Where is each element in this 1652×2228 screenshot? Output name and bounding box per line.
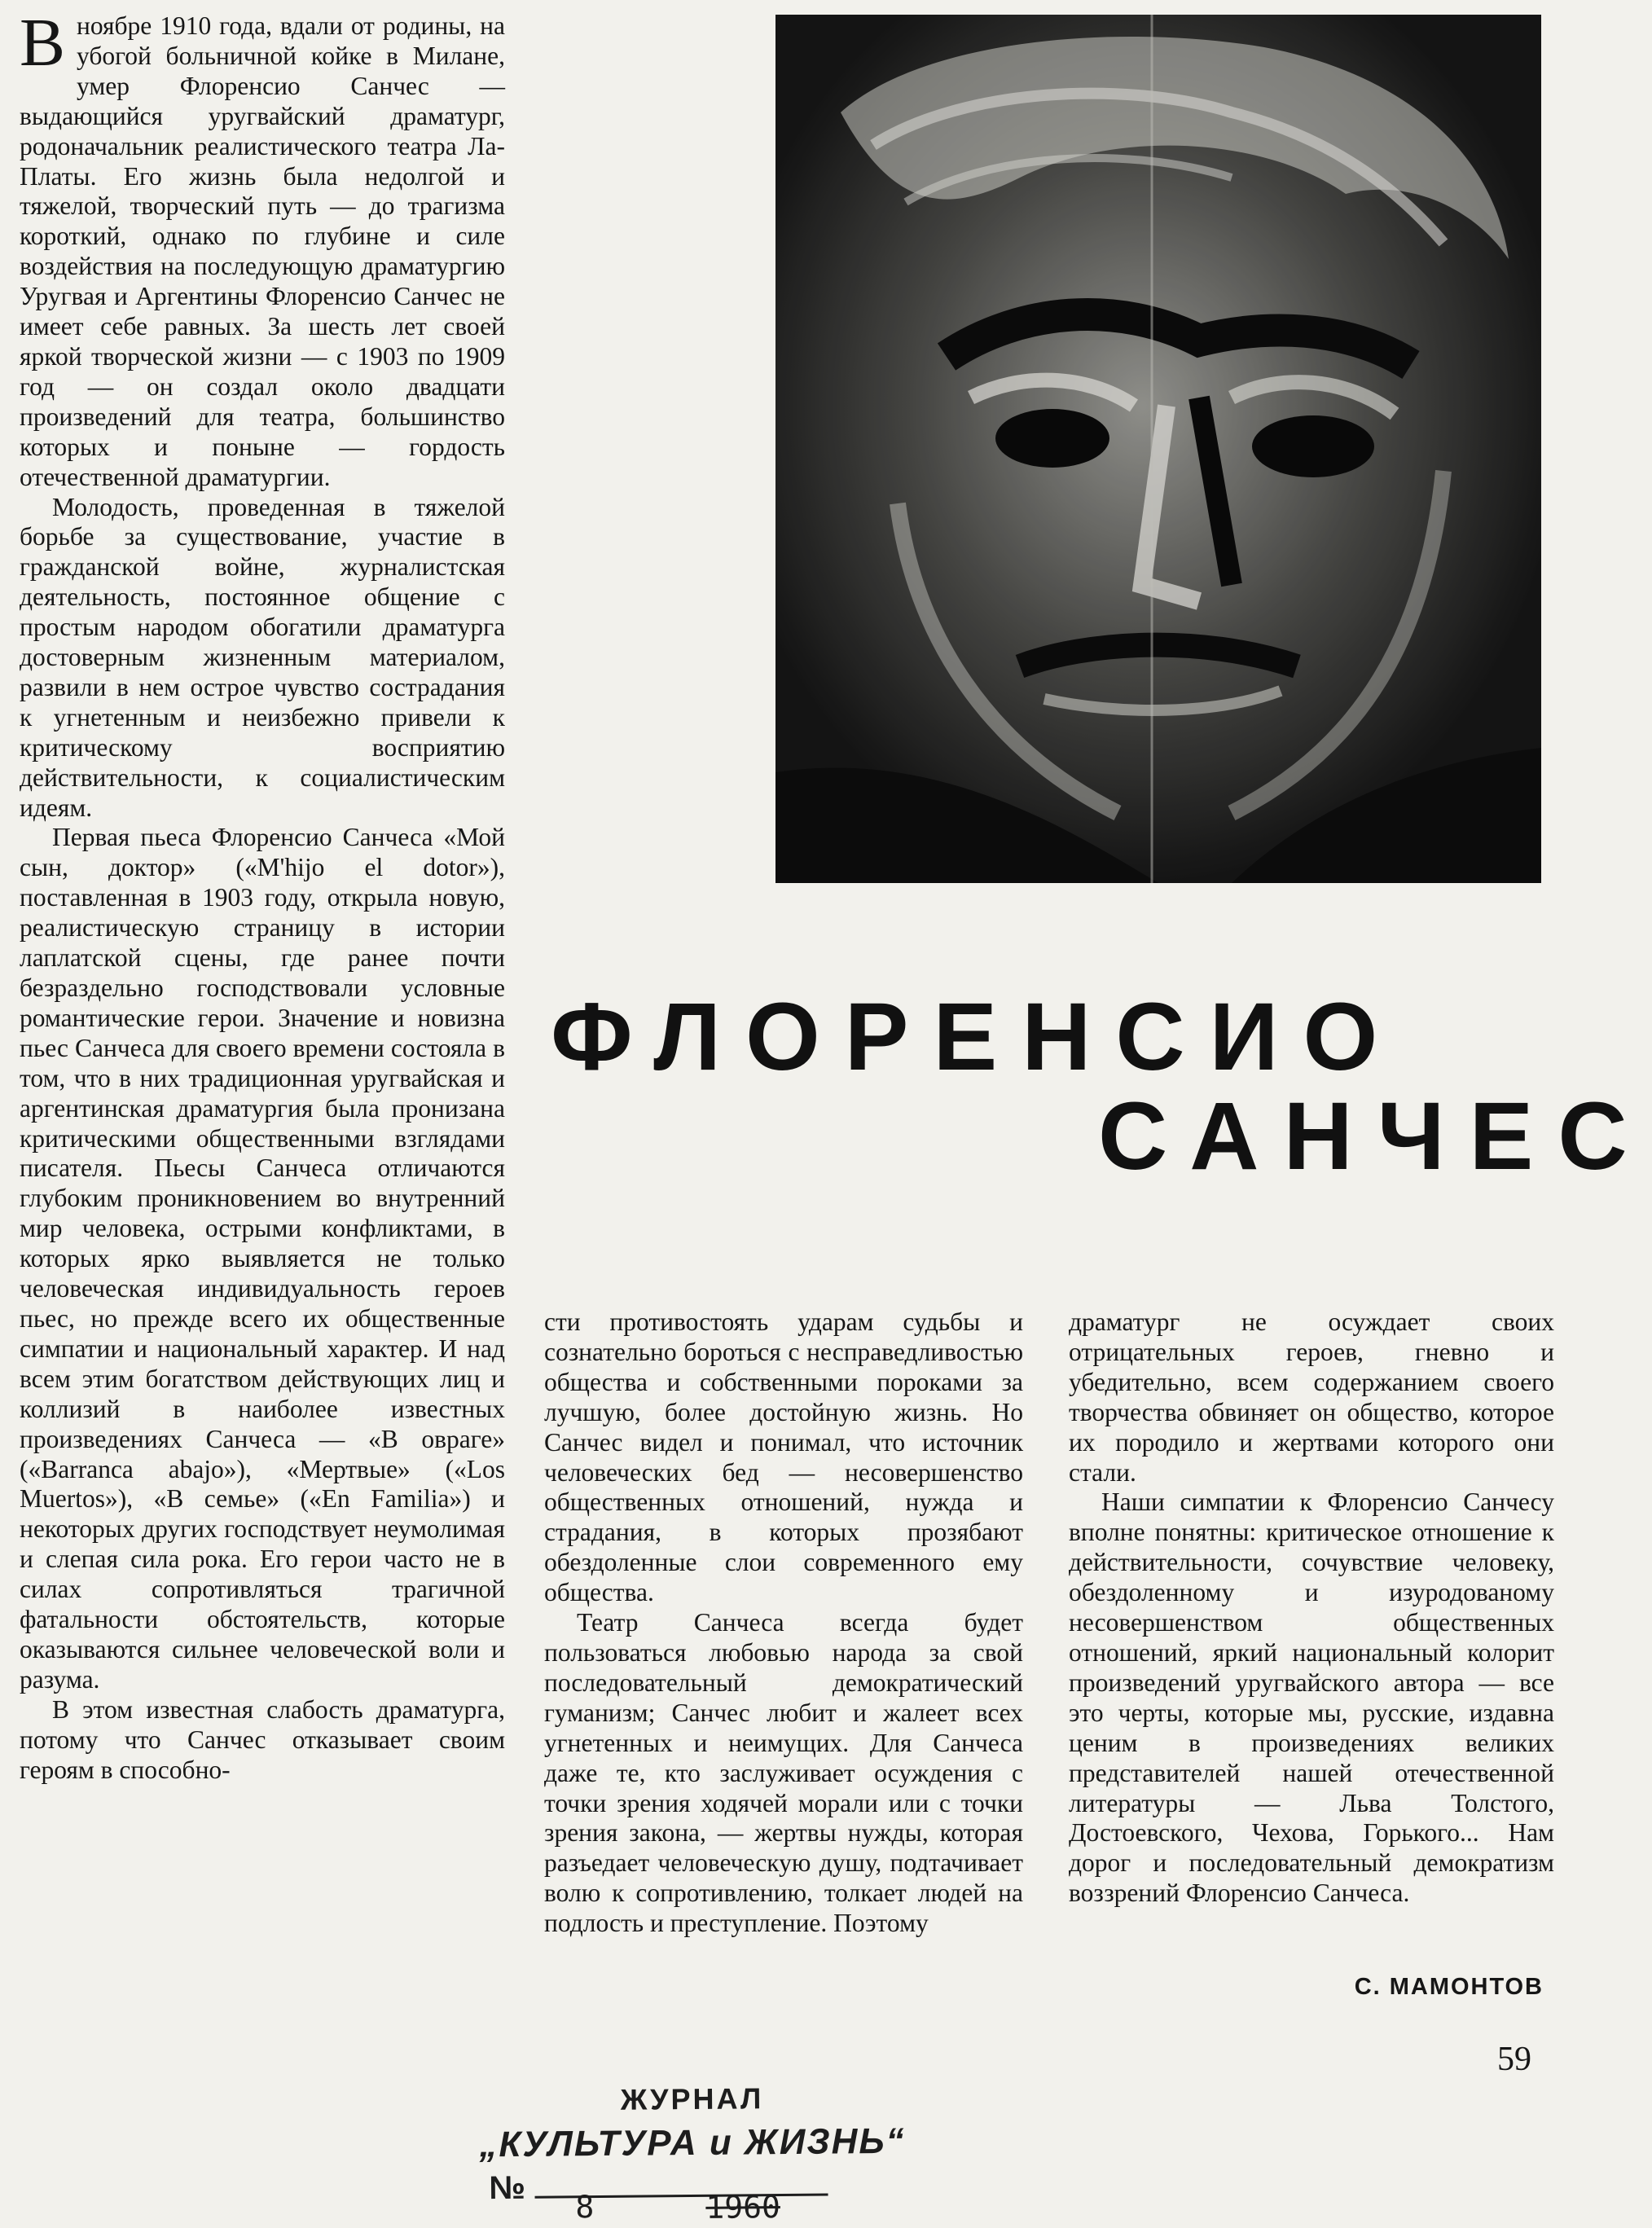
article-title-line-2: САНЧЕС	[1098, 1083, 1652, 1190]
portrait-sketch-icon	[775, 15, 1541, 883]
paragraph: драматург не осуждает своих отрицательных героев, гневно и убедительно, всем содержанием своего творчества обвиняет он общество, которое их породило и жертвами которого они стали.	[1069, 1307, 1554, 1487]
stamp-line-issue	[489, 2168, 828, 2226]
journal-stamp	[431, 2075, 953, 2226]
paragraph: сти противостоять ударам судьбы и сознательно бороться с несправедливостью общества и собственными пороками за лучшую, более достойную жизнь. Но Санчес видел и понимал, что источник человеческих бед — несовершенство общественных отношений, нужда и страдания, в которых прозябают обездоленные слои современного ему общества.	[544, 1307, 1023, 1607]
author-signature: С. МАМОНТОВ	[1354, 1974, 1544, 2000]
text-column-1	[20, 5, 505, 1785]
paragraph-text: ноябре 1910 года, вдали от родины, на убогой больничной койке в Милане, умер Флоренсио Санчес — выдающийся уругвайский драматург, родоначальник реалистического театра Ла-Платы. Его жизнь была недолгой и тяжелой, творческий путь — до трагизма короткий, однако по глубине и силе воздействия на последующую драматургию Уругвая и Аргентины Флоренсио Санчес не имеет себе равных. За шесть лет своей яркой творческой жизни — с 1903 по 1909 год — он создал около двадцати произведений для театра, большинство которых и поныне — гордость отечественной драматургии.	[20, 11, 505, 491]
paragraph: Молодость, проведенная в тяжелой борьбе за существование, участие в гражданской войне, журналистская деятельность, постоянное общение с простым народом обогатили драматурга достоверным жизненным материалом, развили в нем острое чувство сострадания к угнетенным и неизбежно привели к критическому восприятию действительности, к социалистическим идеям.	[20, 492, 505, 822]
stamp-issue-year: 1960	[705, 2189, 781, 2226]
page-number: 59	[1497, 2041, 1531, 2078]
drop-cap: В	[20, 5, 66, 81]
stamp-number-label: №	[489, 2169, 526, 2207]
stamp-issue-number: 8	[575, 2189, 595, 2226]
paragraph: Первая пьеса Флоренсио Санчеса «Мой сын, доктор» («M'hijo el dotor»), поставленная в 1903 году, открыла новую, реалистическую страницу в истории лаплатской сцены, где ранее почти безраздельно господствовали условные романтические герои. Значение и новизна пьес Санчеса для своего времени состояла в том, что в них традиционная уругвайская и аргентинская драматургия была пронизана критическими общественными взглядами писателя. Пьесы Санчеса отличаются глубоким проникновением во внутренний мир человека, острыми конфликтами, в которых ярко выявляется не только человеческая индивидуальность героев пьес, но прежде всего их общественные симпатии и национальный характер. И над всем этим богатством действующих лиц и коллизий в наиболее известных произведениях Санчеса — «В овраге» («Barranca abajo»), «Мертвые» («Los Muertos»), «В семье» («En Familia») и некоторых других господствует неумолимая и слепая сила рока. Его герои часто не в силах сопротивляться трагичной фатальности обстоятельств, которые оказываются сильнее человеческой воли и разума.	[20, 823, 505, 1694]
paragraph: Наши симпатии к Флоренсио Санчесу вполне понятны: критическое отношение к действительности, сочувствие человеку, обездоленному и изуродованому несовершенством общественных отношений, яркий национальный колорит произведений уругвайского автора — все это черты, которые мы, русские, издавна ценим в произведениях великих представителей нашей отечественной литературы — Льва Толстого, Достоевского, Чехова, Горького... Нам дорог и последовательный демократизм воззрений Флоренсио Санчеса.	[1069, 1488, 1554, 1908]
stamp-line-title: „КУЛЬТУРА и ЖИЗНЬ“	[479, 2120, 906, 2165]
text-column-3	[1069, 1307, 1554, 1909]
stamp-issue-underline	[534, 2189, 828, 2226]
article-title-line-1: ФЛОРЕНСИО	[551, 983, 1403, 1091]
stamp-line-journal: ЖУРНАЛ	[620, 2081, 764, 2116]
text-column-2	[544, 1307, 1023, 1939]
paragraph: В этом известная слабость драматурга, потому что Санчес отказывает своим героям в способно-	[20, 1694, 505, 1784]
paragraph	[20, 5, 505, 493]
paragraph: Театр Санчеса всегда будет пользоваться любовью народа за свой последовательный демократический гуманизм; Санчес любит и жалеет всех угнетенных и неимущих. Для Санчеса даже те, кто заслуживает осуждения с точки зрения ходячей морали или с точки зрения закона, — жертвы нужды, которая разъедает человеческую душу, подтачивает волю к сопротивлению, толкает людей на подлость и преступление. Поэтому	[544, 1608, 1023, 1938]
